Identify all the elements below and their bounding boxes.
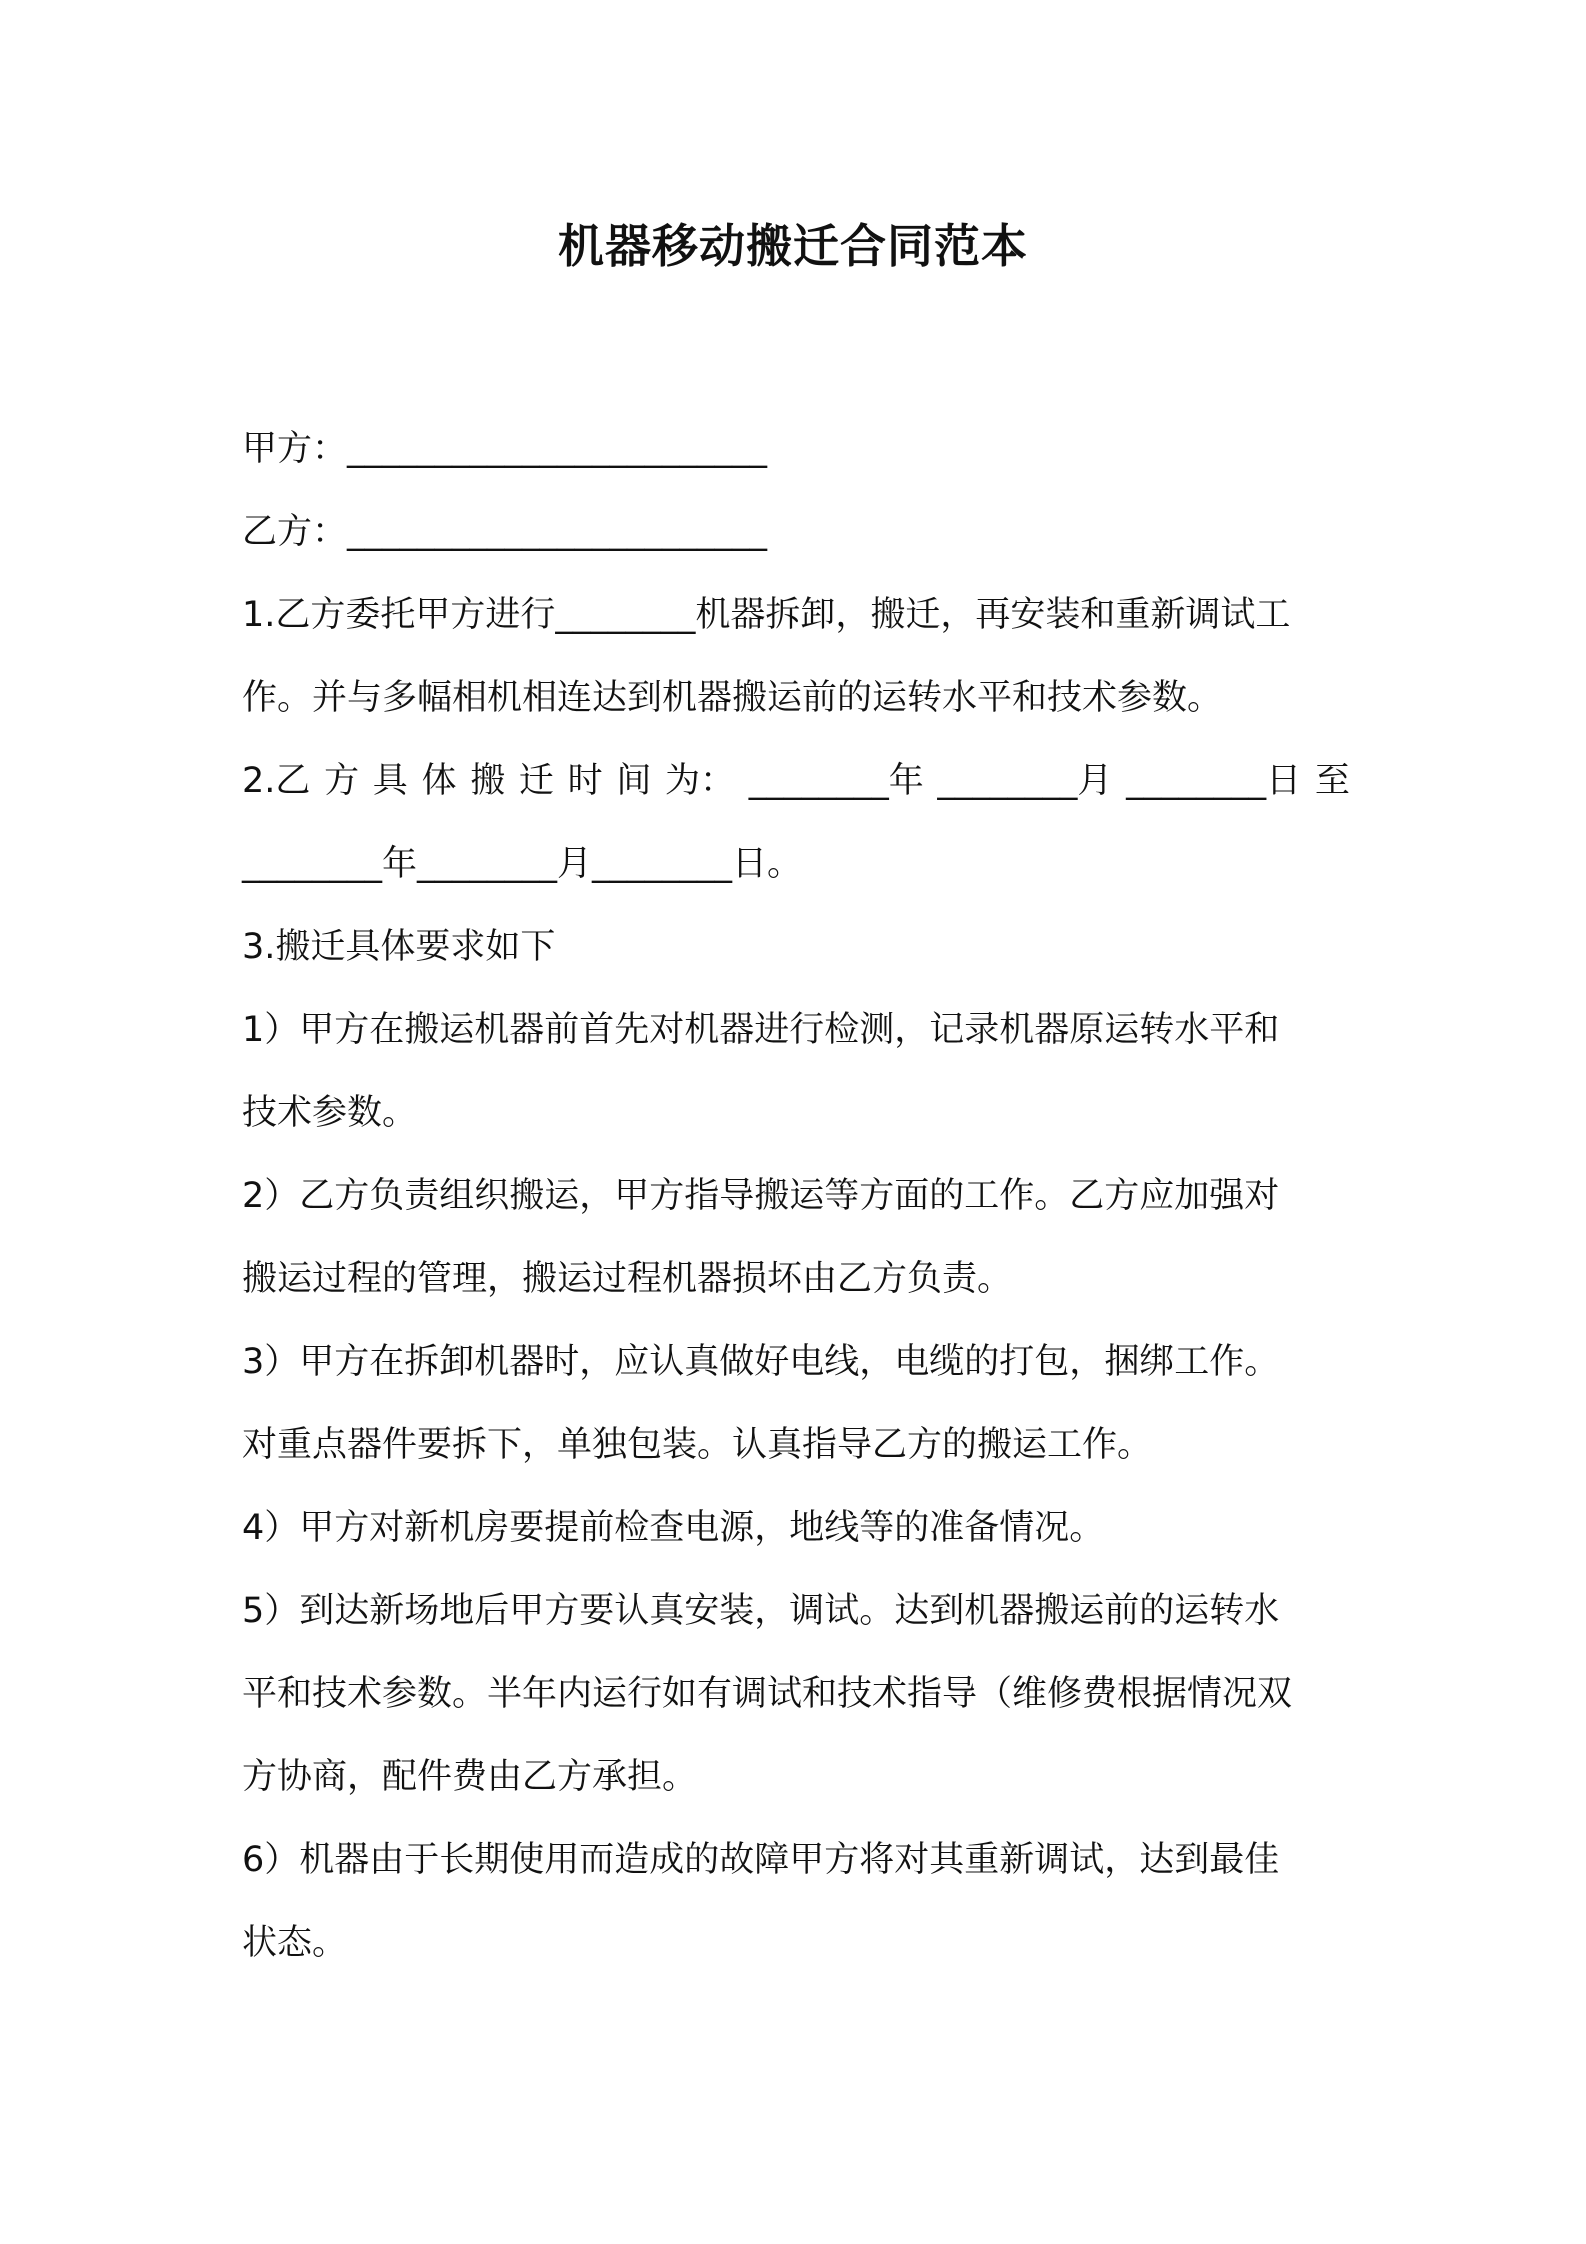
item-2-line-1: 2）乙方负责组织搬运，甲方指导搬运等方面的工作。乙方应加强对 — [242, 1176, 1280, 1216]
item-6-line-1: 6）机器由于长期使用而造成的故障甲方将对其重新调试，达到最佳 — [242, 1840, 1280, 1880]
item-5-line-2: 平和技术参数。半年内运行如有调试和技术指导（维修费根据情况双 — [242, 1674, 1293, 1714]
party-a-line: 甲方：________________________ — [242, 429, 768, 469]
item-3-line-1: 3）甲方在拆卸机器时，应认真做好电线，电缆的打包，捆绑工作。 — [242, 1342, 1280, 1382]
clause-2-token: 时 — [567, 761, 603, 801]
item-5-line-1: 5）到达新场地后甲方要认真安装，调试。达到机器搬运前的运转水 — [242, 1591, 1280, 1631]
item-5-line-3: 方协商，配件费由乙方承担。 — [242, 1757, 698, 1797]
item-3-line-2: 对重点器件要拆下，单独包装。认真指导乙方的搬运工作。 — [242, 1425, 1153, 1465]
clause-2-token: 2.乙 — [242, 761, 311, 801]
clause-2-token: 为： — [665, 761, 736, 801]
item-4-line-1: 4）甲方对新机房要提前检查电源，地线等的准备情况。 — [242, 1508, 1105, 1548]
clause-2-token: 具 — [372, 761, 408, 801]
item-2-line-2: 搬运过程的管理，搬运过程机器损坏由乙方负责。 — [242, 1259, 1013, 1299]
clause-2-token: 迁 — [518, 761, 554, 801]
document-title: 机器移动搬迁合同范本 — [558, 219, 1028, 273]
clause-3-heading: 3.搬迁具体要求如下 — [242, 927, 556, 967]
clause-2-token: 间 — [616, 761, 652, 801]
clause-2-token: 搬 — [470, 761, 506, 801]
clause-2-token: 方 — [324, 761, 360, 801]
clause-2-token: ________月 — [937, 761, 1113, 801]
clause-2-line-2: ________年________月________日。 — [242, 844, 803, 884]
clause-2-line-1 — [242, 740, 1350, 823]
document-body — [242, 408, 1352, 1985]
clause-2-token: ________年 — [748, 761, 924, 801]
clause-2-token: ________日 — [1126, 761, 1302, 801]
party-b-line: 乙方：________________________ — [242, 512, 768, 552]
clause-2-token: 体 — [421, 761, 457, 801]
item-1-line-1: 1）甲方在搬运机器前首先对机器进行检测，记录机器原运转水平和 — [242, 1010, 1280, 1050]
clause-2-token: 至 — [1314, 761, 1350, 801]
clause-1-line-2: 作。并与多幅相机相连达到机器搬运前的运转水平和技术参数。 — [242, 678, 1223, 718]
item-1-line-2: 技术参数。 — [242, 1093, 418, 1133]
item-6-line-2: 状态。 — [242, 1923, 348, 1963]
clause-1-line-1: 1.乙方委托甲方进行________机器拆卸，搬迁，再安装和重新调试工 — [242, 595, 1291, 635]
